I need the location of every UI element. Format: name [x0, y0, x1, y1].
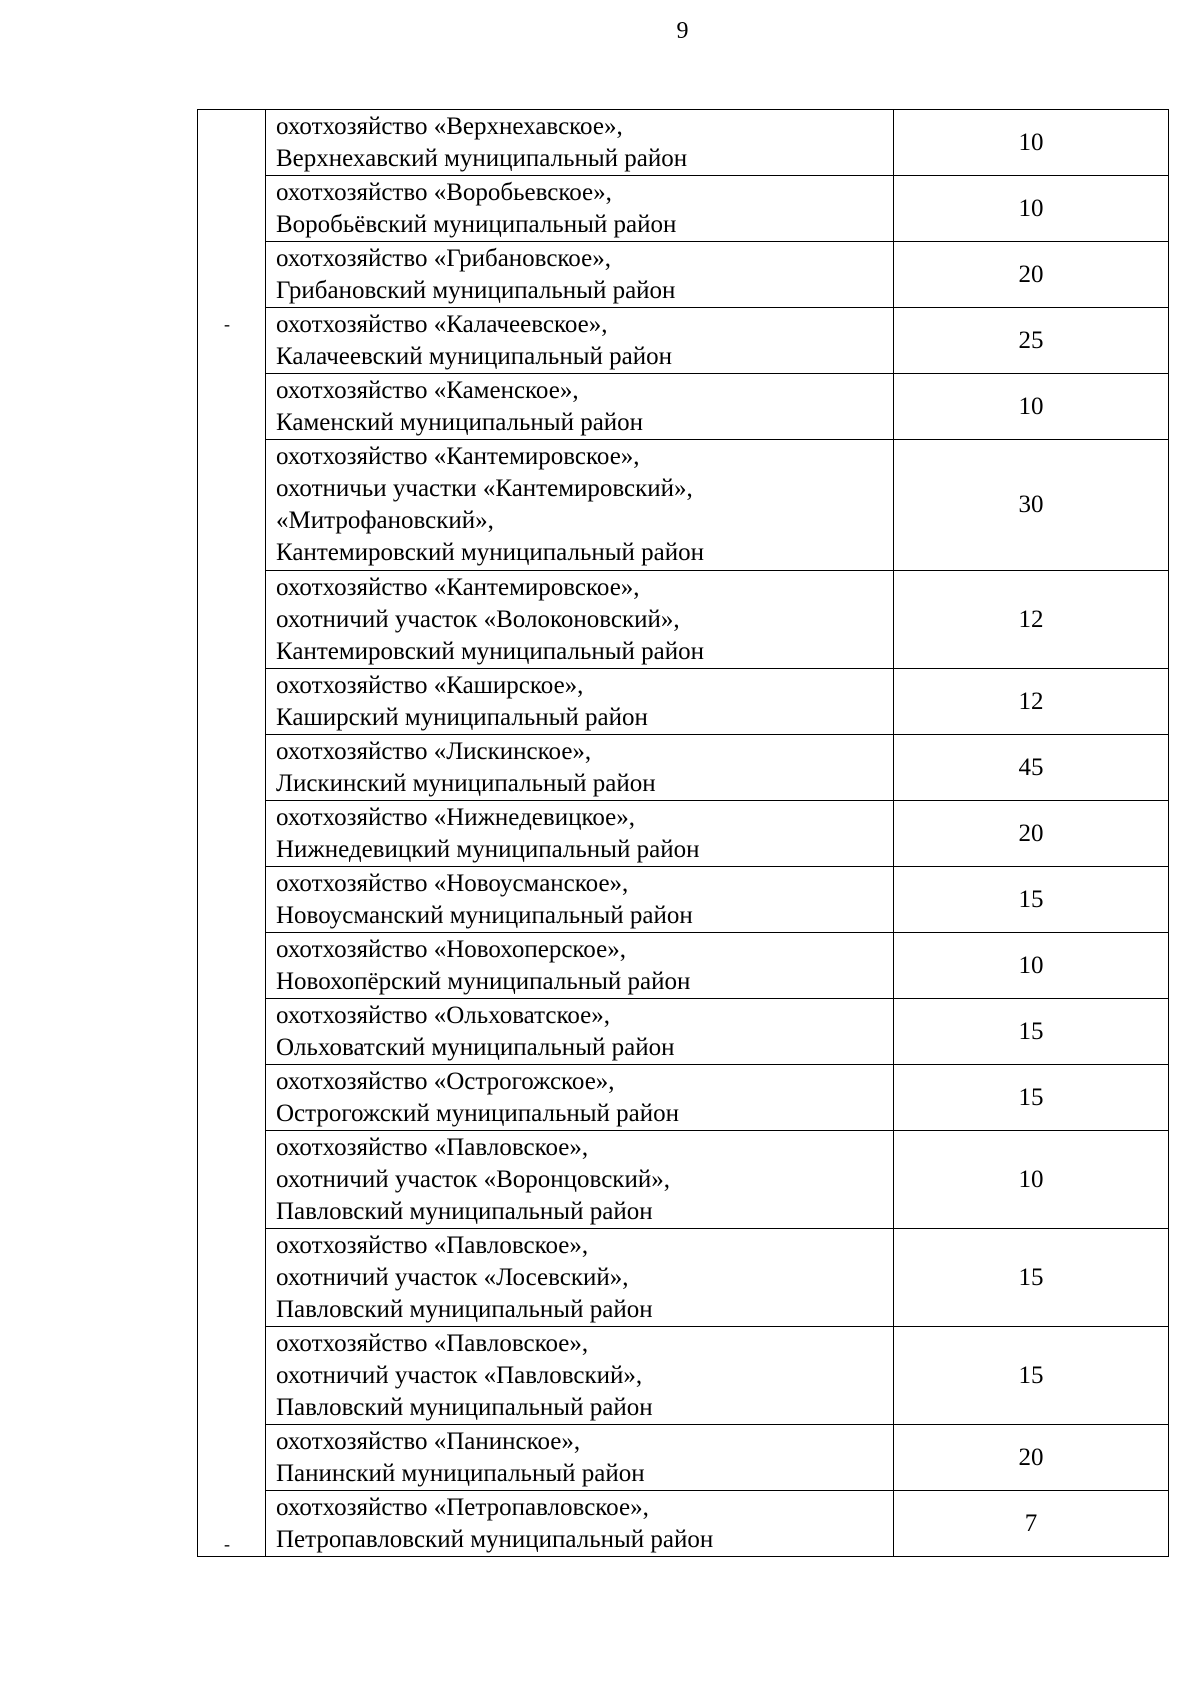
number-column-cell	[198, 110, 266, 1557]
name-line: охотхозяйство «Калачеевское»,	[276, 310, 608, 338]
name-line: Петропавловский муниципальный район	[276, 1525, 714, 1553]
name-line: Павловский муниципальный район	[276, 1197, 653, 1225]
table-row	[198, 1229, 1169, 1327]
quota-value-cell: 12	[894, 669, 1169, 735]
name-line: охотхозяйство «Петропавловское»,	[276, 1493, 649, 1521]
hunting-ground-name-cell	[266, 1229, 894, 1327]
name-line: Лискинский муниципальный район	[276, 769, 656, 797]
table-row	[198, 571, 1169, 669]
name-line: охотхозяйство «Нижнедевицкое»,	[276, 803, 635, 831]
name-line: охотхозяйство «Новохоперское»,	[276, 935, 626, 963]
name-line: охотхозяйство «Павловское»,	[276, 1329, 589, 1357]
table-row	[198, 735, 1169, 801]
name-line: Новохопёрский муниципальный район	[276, 967, 691, 995]
name-line: охотхозяйство «Павловское»,	[276, 1133, 589, 1161]
hunting-grounds-table	[197, 109, 1169, 1557]
quota-value-cell: 30	[894, 440, 1169, 571]
name-line: Воробьёвский муниципальный район	[276, 210, 677, 238]
hunting-ground-name-cell	[266, 1131, 894, 1229]
hunting-ground-name-cell	[266, 571, 894, 669]
page-number: 9	[676, 18, 689, 44]
quota-value-cell: 10	[894, 374, 1169, 440]
name-line: охотхозяйство «Грибановское»,	[276, 244, 611, 272]
side-mark: -	[224, 1534, 230, 1554]
hunting-ground-name-cell	[266, 242, 894, 308]
quota-value-cell: 10	[894, 176, 1169, 242]
table-row	[198, 999, 1169, 1065]
name-line: Панинский муниципальный район	[276, 1459, 645, 1487]
name-line: охотхозяйство «Лискинское»,	[276, 737, 592, 765]
hunting-ground-name-cell	[266, 440, 894, 571]
hunting-ground-name-cell	[266, 1425, 894, 1491]
hunting-ground-name-cell	[266, 999, 894, 1065]
name-line: охотхозяйство «Ольховатское»,	[276, 1001, 610, 1029]
quota-value-cell: 20	[894, 1425, 1169, 1491]
quota-value-cell: 10	[894, 933, 1169, 999]
name-line: охотхозяйство «Павловское»,	[276, 1231, 589, 1259]
name-line: охотхозяйство «Панинское»,	[276, 1427, 581, 1455]
table-body	[198, 110, 1169, 1557]
table-row	[198, 1131, 1169, 1229]
hunting-ground-name-cell	[266, 867, 894, 933]
name-line: Павловский муниципальный район	[276, 1295, 653, 1323]
name-line: «Митрофановский»,	[276, 507, 494, 534]
table-row	[198, 867, 1169, 933]
hunting-ground-name-cell	[266, 110, 894, 176]
quota-value-cell: 15	[894, 999, 1169, 1065]
hunting-ground-name-cell	[266, 1491, 894, 1557]
table-row	[198, 1425, 1169, 1491]
name-line: охотхозяйство «Верхнехавское»,	[276, 112, 623, 140]
name-line: Павловский муниципальный район	[276, 1393, 653, 1421]
name-line: Кантемировский муниципальный район	[276, 637, 705, 665]
quota-value-cell: 20	[894, 801, 1169, 867]
quota-value-cell: 7	[894, 1491, 1169, 1557]
name-line: охотхозяйство «Каменское»,	[276, 376, 579, 404]
table-row	[198, 176, 1169, 242]
quota-value-cell: 10	[894, 110, 1169, 176]
table-row	[198, 1065, 1169, 1131]
table-row	[198, 242, 1169, 308]
name-line: охотничьи участки «Кантемировский»,	[276, 475, 693, 502]
hunting-ground-name-cell	[266, 176, 894, 242]
name-line: Ольховатский муниципальный район	[276, 1033, 675, 1061]
quota-value-cell: 10	[894, 1131, 1169, 1229]
quota-value-cell: 45	[894, 735, 1169, 801]
name-line: Калачеевский муниципальный район	[276, 342, 672, 370]
hunting-ground-name-cell	[266, 1327, 894, 1425]
name-line: охотхозяйство «Кантемировское»,	[276, 443, 640, 470]
name-line: охотничий участок «Волоконовский»,	[276, 605, 680, 633]
table-row	[198, 110, 1169, 176]
name-line: охотничий участок «Воронцовский»,	[276, 1165, 670, 1193]
name-line: Верхнехавский муниципальный район	[276, 144, 688, 172]
name-line: охотхозяйство «Острогожское»,	[276, 1067, 615, 1095]
table-row	[198, 933, 1169, 999]
side-mark: -	[224, 314, 230, 334]
name-line: охотхозяйство «Новоусманское»,	[276, 869, 629, 897]
quota-value-cell: 20	[894, 242, 1169, 308]
name-line: охотничий участок «Павловский»,	[276, 1361, 643, 1389]
table-row	[198, 374, 1169, 440]
quota-value-cell: 15	[894, 1327, 1169, 1425]
table-row	[198, 308, 1169, 374]
name-line: Каширский муниципальный район	[276, 703, 648, 731]
name-line: Кантемировский муниципальный район	[276, 539, 705, 566]
hunting-ground-name-cell	[266, 669, 894, 735]
table-row	[198, 669, 1169, 735]
table-row	[198, 440, 1169, 571]
name-line: охотничий участок «Лосевский»,	[276, 1263, 629, 1291]
hunting-ground-name-cell	[266, 735, 894, 801]
name-line: охотхозяйство «Кантемировское»,	[276, 573, 640, 601]
hunting-ground-name-cell	[266, 933, 894, 999]
hunting-ground-name-cell	[266, 374, 894, 440]
name-line: Каменский муниципальный район	[276, 408, 644, 436]
quota-value-cell: 15	[894, 1065, 1169, 1131]
hunting-ground-name-cell	[266, 308, 894, 374]
name-line: охотхозяйство «Каширское»,	[276, 671, 584, 699]
hunting-ground-name-cell	[266, 1065, 894, 1131]
name-line: Новоусманский муниципальный район	[276, 901, 693, 929]
quota-value-cell: 25	[894, 308, 1169, 374]
quota-value-cell: 12	[894, 571, 1169, 669]
table-row	[198, 801, 1169, 867]
name-line: охотхозяйство «Воробьевское»,	[276, 178, 612, 206]
table-row	[198, 1491, 1169, 1557]
quota-value-cell: 15	[894, 1229, 1169, 1327]
hunting-ground-name-cell	[266, 801, 894, 867]
name-line: Острогожский муниципальный район	[276, 1099, 680, 1127]
table-row	[198, 1327, 1169, 1425]
name-line: Нижнедевицкий муниципальный район	[276, 835, 700, 863]
quota-value-cell: 15	[894, 867, 1169, 933]
name-line: Грибановский муниципальный район	[276, 276, 676, 304]
